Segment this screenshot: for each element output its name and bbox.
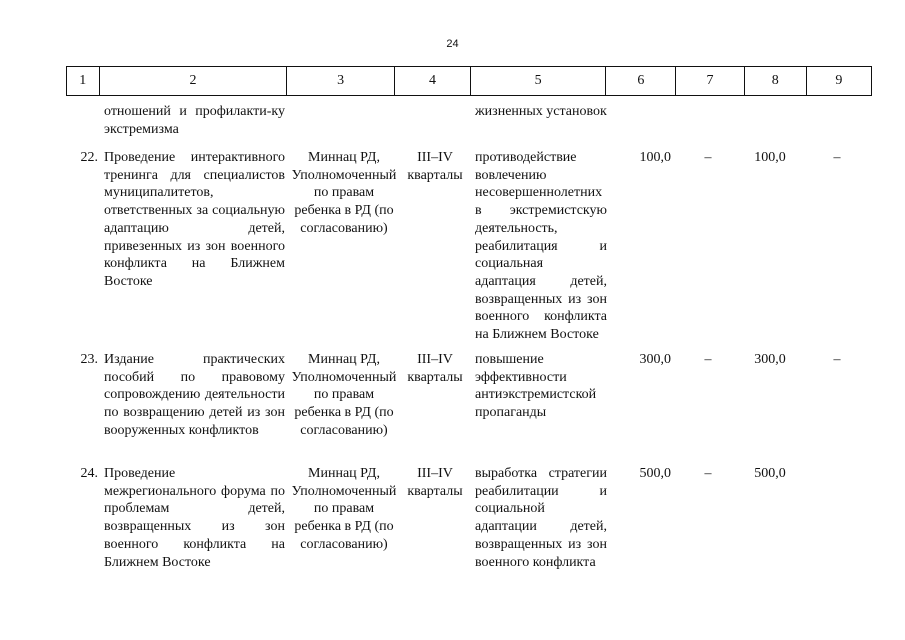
row-23-result: повышение эффективности антиэкстремистской пропаганды bbox=[475, 352, 597, 421]
table-header bbox=[66, 66, 872, 96]
row-22-col9: – bbox=[833, 150, 841, 165]
row-22-term: III–IV кварталы bbox=[407, 150, 463, 183]
header-col-4: 4 bbox=[395, 67, 471, 95]
row-22-executor: Миннац РД, Уполномоченный по правам ребенка в РД (по согласованию) bbox=[291, 150, 397, 236]
row-22-col7: – bbox=[704, 150, 712, 165]
row-23-term: III–IV кварталы bbox=[407, 352, 463, 385]
header-col-2: 2 bbox=[100, 67, 288, 95]
page-number: 24 bbox=[446, 38, 459, 50]
row-24-executor: Миннац РД, Уполномоченный по правам ребенка в РД (по согласованию) bbox=[291, 466, 397, 552]
row-23-col7: – bbox=[704, 352, 712, 367]
row-23-col9: – bbox=[833, 352, 841, 367]
header-col-1: 1 bbox=[67, 67, 100, 95]
row-22-result: противодействие вовлечению несовершеннолетних в экстремистскую деятельность, реабилитация и социальная адаптация детей, возвращенных из зон военного конфликта на Ближнем Востоке bbox=[475, 150, 607, 343]
continuation-name: отношений и профилакти-ку экстремизма bbox=[104, 104, 285, 137]
row-24-col6: 500,0 bbox=[639, 466, 671, 481]
row-24-name: Проведение межрегионального форума по проблемам детей, возвращенных из зон военного конфликта на Ближнем Востоке bbox=[104, 466, 285, 570]
header-col-5: 5 bbox=[471, 67, 606, 95]
row-22-number: 22. bbox=[80, 150, 98, 165]
header-col-9: 9 bbox=[835, 73, 843, 88]
row-22-col6: 100,0 bbox=[639, 150, 671, 165]
row-24-term: III–IV кварталы bbox=[407, 466, 463, 499]
row-22-name: Проведение интерактивного тренинга для специалистов муниципалитетов, ответственных за социальную адаптацию детей, привезенных из зон военного конфликта на Ближнем Востоке bbox=[104, 150, 285, 289]
row-23-number: 23. bbox=[80, 352, 98, 367]
header-col-7: 7 bbox=[676, 67, 744, 95]
row-23-name: Издание практических пособий по правовому сопровождению деятельности по возвращению детей из зон вооруженных конфликтов bbox=[104, 352, 285, 438]
row-24-col8: 500,0 bbox=[754, 466, 786, 481]
row-24-result: выработка стратегии реабилитации и социальной адаптации детей, возвращенных из зон военного конфликта bbox=[475, 466, 607, 570]
header-col-6: 6 bbox=[606, 67, 676, 95]
continuation-result: жизненных установок bbox=[475, 104, 607, 119]
header-col-8: 8 bbox=[745, 67, 807, 95]
row-24-number: 24. bbox=[80, 466, 98, 481]
row-24-col7: – bbox=[704, 466, 712, 481]
row-23-col8: 300,0 bbox=[754, 352, 786, 367]
header-col-3: 3 bbox=[287, 67, 395, 95]
row-23-executor: Миннац РД, Уполномоченный по правам ребенка в РД (по согласованию) bbox=[291, 352, 397, 438]
row-22-col8: 100,0 bbox=[754, 150, 786, 165]
row-23-col6: 300,0 bbox=[639, 352, 671, 367]
